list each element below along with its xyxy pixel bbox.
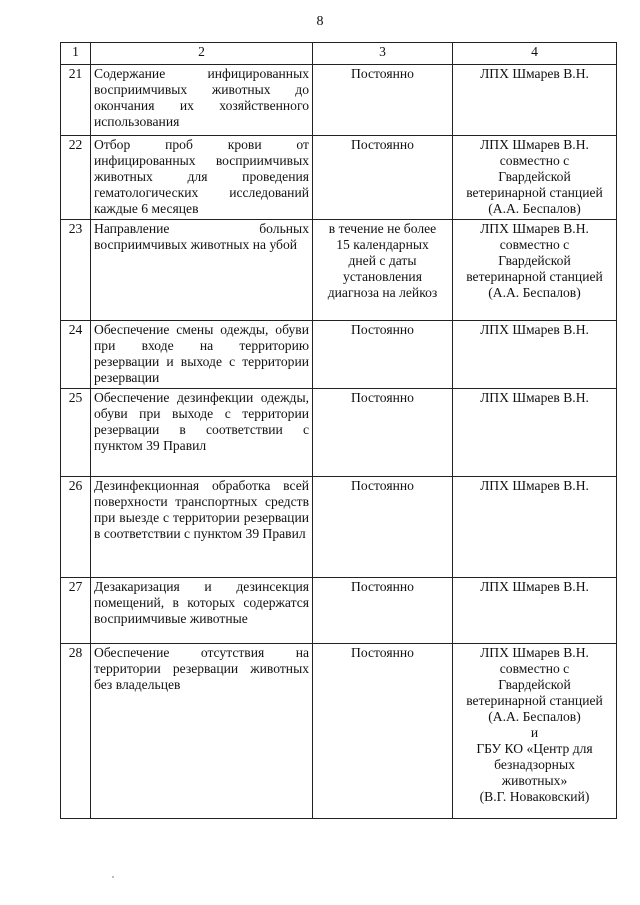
row-number: 28 [61,644,91,819]
responsible-line: ЛПХ Шмарев В.Н. [480,478,589,493]
period-cell [313,389,453,477]
responsible-line: Гвардейской [498,253,571,268]
responsible-line: ветеринарной станцией [466,185,603,200]
row-number: 23 [61,220,91,321]
header-col-2: 2 [91,43,313,65]
responsible-line: ветеринарной станцией [466,269,603,284]
responsible-cell [453,321,617,389]
row-number: 27 [61,578,91,644]
row-number: 21 [61,65,91,136]
responsible-line: (В.Г. Новаковский) [479,789,590,804]
responsible-line: (А.А. Беспалов) [488,285,581,300]
table-row [61,578,617,644]
period-cell [313,321,453,389]
period-line: Постоянно [351,478,414,493]
row-number: 26 [61,477,91,578]
period-line: Постоянно [351,645,414,660]
measure-cell: Дезакаризация и дезинсекция помещений, в которых содержатся восприимчивые животные [91,578,313,644]
period-line: Постоянно [351,66,414,81]
period-line: диагноза на лейкоз [327,285,438,300]
responsible-line: безнадзорных [494,757,575,772]
period-line: Постоянно [351,137,414,152]
responsible-cell [453,65,617,136]
responsible-cell [453,644,617,819]
measure-cell: Обеспечение смены одежды, обуви при входе на территорию резервации и выходе с территории резервации [91,321,313,389]
measures-table [60,42,617,819]
responsible-cell [453,136,617,220]
table-row [61,136,617,220]
row-number: 24 [61,321,91,389]
responsible-line: ЛПХ Шмарев В.Н. [480,579,589,594]
responsible-line: ЛПХ Шмарев В.Н. [480,221,589,236]
row-number: 22 [61,136,91,220]
responsible-line: Гвардейской [498,677,571,692]
period-cell [313,477,453,578]
table-row [61,477,617,578]
measure-cell: Дезинфекционная обработка всей поверхности транспортных средств при выезде с территории резервации в соответствии с пунктом 39 Правил [91,477,313,578]
measure-cell: Отбор проб крови от инфицированных восприимчивых животных для проведения гематологических исследований каждые 6 месяцев [91,136,313,220]
row-number: 25 [61,389,91,477]
period-line: Постоянно [351,322,414,337]
table-row [61,321,617,389]
table-row [61,220,617,321]
responsible-line: (А.А. Беспалов) [488,709,581,724]
period-line: Постоянно [351,390,414,405]
responsible-line: и [530,725,539,740]
responsible-line: совместно с [499,237,570,252]
period-line: установления [343,269,422,284]
period-cell [313,644,453,819]
period-line: в течение не более [328,221,437,236]
responsible-line: ЛПХ Шмарев В.Н. [480,390,589,405]
responsible-cell [453,578,617,644]
responsible-line: совместно с [499,661,570,676]
responsible-line: ЛПХ Шмарев В.Н. [480,322,589,337]
period-cell [313,136,453,220]
scan-speck [112,876,114,878]
table-row [61,644,617,819]
measure-cell: Обеспечение дезинфекции одежды, обуви при выходе с территории резервации в соответствии с пунктом 39 Правил [91,389,313,477]
responsible-cell [453,389,617,477]
responsible-line: ветеринарной станцией [466,693,603,708]
responsible-line: совместно с [499,153,570,168]
responsible-line: ГБУ КО «Центр для [476,741,593,756]
responsible-line: ЛПХ Шмарев В.Н. [480,645,589,660]
measure-cell: Направление больных восприимчивых животных на убой [91,220,313,321]
measure-cell: Содержание инфицированных восприимчивых животных до окончания их хозяйственного использования [91,65,313,136]
responsible-line: (А.А. Беспалов) [488,201,581,216]
period-line: дней с даты [348,253,417,268]
measure-cell: Обеспечение отсутствия на территории резервации животных без владельцев [91,644,313,819]
table-row [61,389,617,477]
responsible-line: ЛПХ Шмарев В.Н. [480,66,589,81]
period-line: Постоянно [351,579,414,594]
responsible-line: Гвардейской [498,169,571,184]
responsible-cell [453,477,617,578]
responsible-line: животных» [501,773,568,788]
page-number: 8 [316,14,324,29]
header-col-1: 1 [61,43,91,65]
header-row [61,43,617,65]
period-cell [313,578,453,644]
responsible-cell [453,220,617,321]
period-cell [313,220,453,321]
period-cell [313,65,453,136]
responsible-line: ЛПХ Шмарев В.Н. [480,137,589,152]
header-col-4: 4 [453,43,617,65]
table-row [61,65,617,136]
period-line: 15 календарных [336,237,429,252]
header-col-3: 3 [313,43,453,65]
